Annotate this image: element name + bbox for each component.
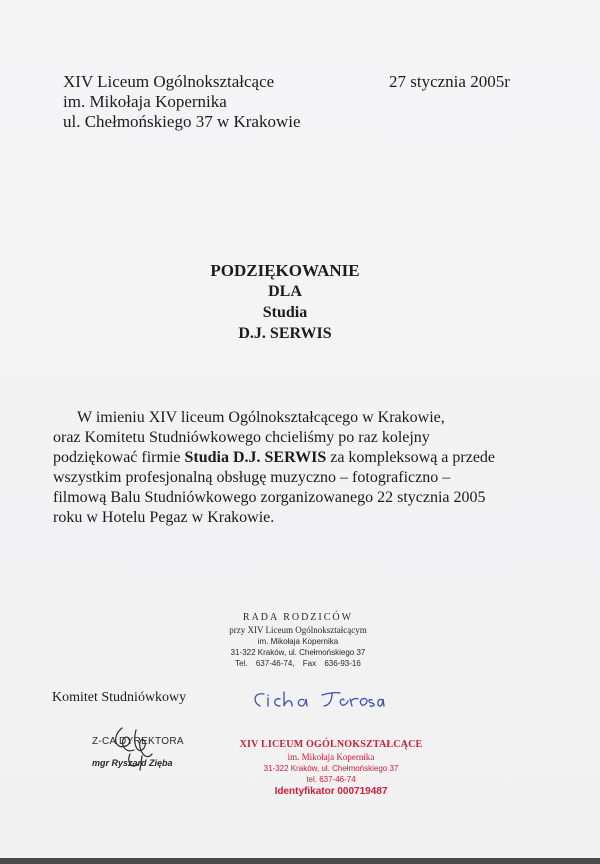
school-patron-line: im. Mikołaja Kopernika: [63, 92, 227, 111]
title-line-2: DLA: [268, 283, 302, 300]
body-line-3: [53, 448, 496, 468]
committee-label: Komitet Studniówkowy: [52, 690, 187, 705]
body-line-3-start: podziękować firmie: [53, 449, 185, 466]
school-address: [63, 72, 301, 132]
school-stamp-name: XIV LICEUM OGÓLNOKSZTAŁCĄCE: [239, 739, 423, 750]
stamp-council-title: RADA RODZICÓW: [242, 612, 354, 623]
school-name-line: XIV Liceum Ogólnokształcące: [63, 72, 275, 91]
body-line-5: filmową Balu Studniówkowego zorganizowanego 22 stycznia 2005: [53, 489, 486, 506]
body-line-4: wszystkim profesjonalną obsługę muzyczno – fotograficzno –: [53, 469, 451, 486]
letter-body: [53, 408, 496, 528]
company-name-bold: Studia D.J. SERWIS: [184, 449, 327, 466]
title-line-3: Studia: [262, 304, 308, 321]
stamp-council-patron: im. Mikołaja Kopernika: [257, 637, 339, 646]
school-street-line: ul. Chełmońskiego 37 w Krakowie: [63, 112, 301, 131]
stamp-council-fax: Fax 636-93-16: [302, 659, 361, 668]
parents-council-stamp: [218, 612, 378, 669]
school-stamp: [236, 738, 426, 798]
letter-date: 27 stycznia 2005r: [389, 72, 510, 91]
stamp-council-address: 31-322 Kraków, ul. Chełmońskiego 37: [230, 648, 366, 657]
school-stamp-patron: im. Mikołaja Kopernika: [287, 752, 375, 762]
school-stamp-address: 31-322 Kraków, ul. Chełmońskiego 37: [263, 764, 399, 773]
school-stamp-phone: tel. 637-46-74: [306, 775, 356, 784]
director-name: mgr Ryszard Zięba: [92, 758, 173, 768]
body-line-1: W imieniu XIV liceum Ogólnokształcącego w Krakowie,: [77, 409, 445, 426]
body-line-2: oraz Komitetu Studniówkowego chcieliśmy po raz kolejny: [53, 429, 430, 446]
director-title: Z-CA DYREKTORA: [92, 736, 184, 747]
body-line-6: roku w Hotelu Pegaz w Krakowie.: [53, 509, 275, 526]
vice-director-stamp: [82, 724, 192, 774]
title-line-4: D.J. SERWIS: [238, 325, 332, 342]
school-stamp-id: Identyfikator 000719487: [274, 786, 388, 797]
body-line-3-end: za kompleksową a przede: [326, 449, 496, 466]
stamp-council-phones: [218, 658, 378, 669]
letter-title: [0, 260, 570, 344]
handwritten-signature: [246, 686, 386, 716]
stamp-council-school: przy XIV Liceum Ogólnokształcącym: [229, 625, 367, 635]
scan-bottom-edge: [0, 858, 600, 864]
stamp-council-tel: Tel. 637-46-74,: [235, 659, 295, 668]
title-line-1: PODZIĘKOWANIE: [210, 261, 360, 280]
